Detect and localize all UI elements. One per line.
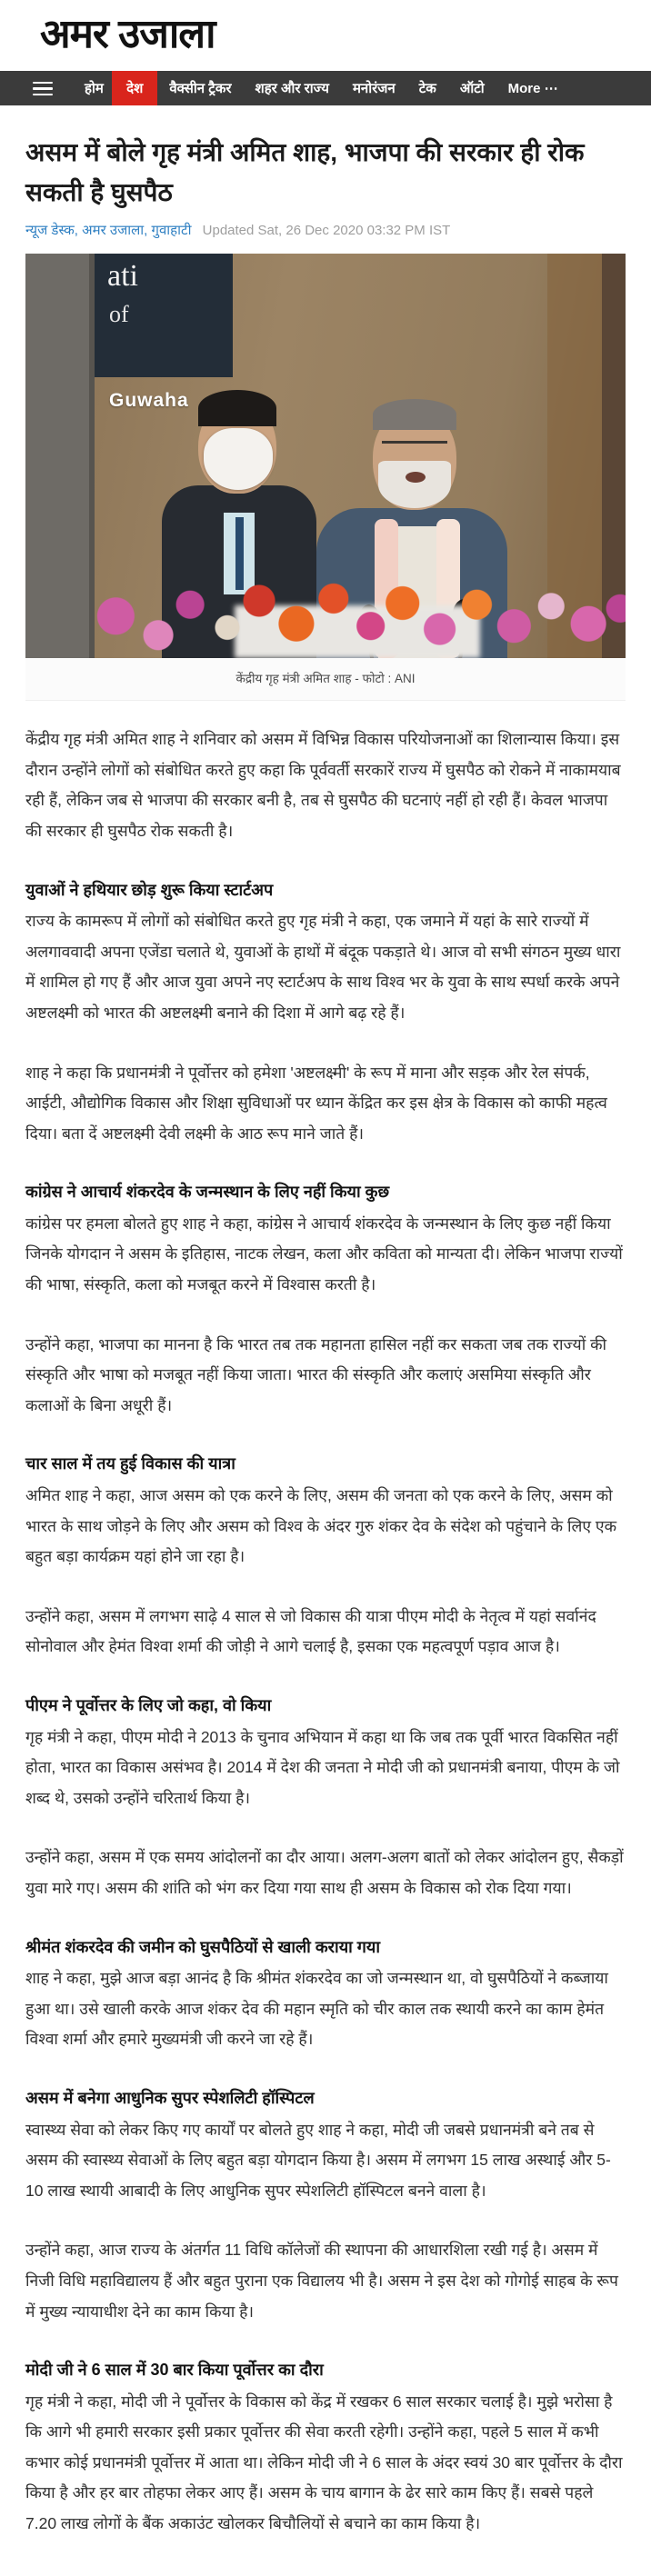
article-paragraph: स्वास्थ्य सेवा को लेकर किए गए कार्यों पर बोलते हुए शाह ने कहा, मोदी जी जबसे प्रधानमंत्री बने तब से असम की स्वास्थ्य सेवाओं के लिए बहुत बड़ा योगदान किया है। असम में लगभग 15 लाख अस्थाई और 5-10 लाख स्थायी आबादी के लिए आधुनिक सुपर स्पेशलिटी हॉस्पिटल बनने वाला है। [25, 2120, 611, 2200]
article-paragraph: उन्होंने कहा, भाजपा का मानना है कि भारत तब तक महानता हासिल नहीं कर सकता जब तक राज्यों की संस्कृति और भाषा को मजबूत नहीं किया जाता। भारत की संस्कृति और कलाएं असमिया संस्कृति और कलाओं के बिना अधूरी हैं। [25, 1334, 607, 1414]
banner-text-fragment: Guwaha [109, 390, 189, 412]
article-paragraph: उन्होंने कहा, आज राज्य के अंतर्गत 11 विधि कॉलेजों की स्थापना की आधारशिला रखी गई है। असम में निजी विधि महाविद्यालय हैं और बहुत पुराना एक विद्यालय भी है। असम ने इस देश को गोगोई साहब के रूप में मुख्य न्यायाधीश देने का काम किया है। [25, 2241, 618, 2321]
article-body [25, 724, 626, 2540]
flower-garland [95, 582, 626, 658]
article-paragraph: गृह मंत्री ने कहा, मोदी जी ने पूर्वोत्तर के विकास को केंद्र में रखकर 6 साल सरकार चलाई है। मुझे भरोसा है कि आगे भी हमारी सरकार इसी प्रकार पूर्वोत्तर की सेवा करती रहेगी। उन्होंने कहा, पहले 5 साल में कभी कभार कोई प्रधानमंत्री पूर्वोत्तर में आता था। लेकिन मोदी जी ने 6 साल के अंदर स्वयं 30 बार पूर्वोत्तर के दौरा किया है और हर बार तोहफा लेकर आए हैं। असम के चाय बागान के ढेर सारे काम किए हैं। सबसे पहले 7.20 लाख लोगों के बैंक अकाउंट खोलकर बिचौलियों से बचाने का काम किया है। [25, 2391, 623, 2533]
glasses-icon [382, 441, 447, 452]
article-headline: असम में बोले गृह मंत्री अमित शाह, भाजपा की सरकार ही रोक सकती है घुसपैठ [25, 138, 585, 206]
amit-shah-hair [373, 399, 456, 430]
hamburger-menu-icon[interactable] [33, 71, 53, 105]
section-heading: मोदी जी ने 6 साल में 30 बार किया पूर्वोत्तर का दौरा [25, 2361, 324, 2380]
article-paragraph: अमित शाह ने कहा, आज असम को एक करने के लिए, असम की जनता को एक करने के लिए, असम को भारत के साथ जोड़ने के लिए और असम को विश्व के अंदर गुरु शंकर देव के संदेश को पहुंचाने के लिए एक बहुत बड़ा कार्यक्रम यहां होने जा रहा है। [25, 1486, 617, 1566]
nav-item-link[interactable]: ऑटो [459, 81, 485, 97]
main-nav [0, 71, 651, 105]
amit-shah-beard [378, 461, 451, 508]
article-paragraph: शाह ने कहा कि प्रधानमंत्री ने पूर्वोत्तर को हमेशा 'अष्टलक्ष्मी' के रूप में माना और सड़क और रेल संपर्क, आईटी, औद्योगिक विकास और शिक्षा सुविधाओं पर ध्यान केंद्रित कर इस क्षेत्र के विकास को काफी महत्व दिया। बता दें अष्टलक्ष्मी देवी लक्ष्मी के आठ रूप माने जाते हैं। [25, 1063, 607, 1143]
aide-hair [198, 390, 276, 426]
nav-items [73, 71, 570, 105]
nav-item-link[interactable]: टेक [418, 81, 436, 97]
article-paragraph: उन्होंने कहा, असम में लगभग साढ़े 4 साल से जो विकास की यात्रा पीएम मोदी के नेतृत्व में यहां सर्वानंद सोनोवाल और हेमंत विश्वा शर्मा की जोड़ी ने आगे चलाई है, इसका एक महत्वपूर्ण पड़ाव आज है। [25, 1606, 596, 1656]
article-photo [25, 254, 626, 658]
article [0, 133, 651, 2539]
article-paragraph: राज्य के कामरूप में लोगों को संबोधित करते हुए गृह मंत्री ने कहा, एक जमाने में यहां के सारे राज्यों में अलगाववादी अपना एजेंडा चलाते थे, युवाओं के हाथों में बंदूक पकड़ाते थे। आज वो सभी संगठन मुख्य धारा में शामिल हो गए हैं और आज युवा अपने नए स्टार्टअप के साथ विश्व भर के युवा के साथ स्पर्धा करके अपने अष्टलक्ष्मी को भारत की अष्टलक्ष्मी बनाने की दिशा में आगे बढ़ रहे हैं। [25, 912, 621, 1022]
article-paragraph: गृह मंत्री ने कहा, पीएम मोदी ने 2013 के चुनाव अभियान में कहा था कि जब तक पूर्वी भारत विकसित नहीं होता, भारत का विकास असंभव है। 2014 में देश की जनता ने मोदी जी को प्रधानमंत्री बनाया, पीएम के जो शब्द थे, उसको उन्होंने चरितार्थ किया है। [25, 1727, 620, 1807]
aide-tie [235, 517, 244, 590]
article-paragraph: उन्होंने कहा, असम में एक समय आंदोलनों का दौर आया। अलग-अलग बातों को लेकर आंदोलन हुए, सैकड़ों युवा मारे गए। असम की शांति को भंग कर दिया गया साथ ही असम के विकास को रोक दिया गया। [25, 1848, 624, 1897]
section-heading: युवाओं ने हथियार छोड़ शुरू किया स्टार्टअप [25, 880, 274, 899]
nav-item-link[interactable]: More ⋯ [507, 81, 558, 97]
article-paragraph: शाह ने कहा, मुझे आज बड़ा आनंद है कि श्रीमंत शंकरदेव का जो जन्मस्थान था, वो घुसपैठियों ने कब्जाया हुआ था। उसे खाली करके आज शंकर देव की महान स्मृति को चीर काल तक स्थायी करने का काम हेमंत विश्वा शर्मा और हमारे मुख्यमंत्री जी करने जा रहे हैं। [25, 1969, 608, 2049]
amar-ujala-logo[interactable]: अमर उजाला [40, 12, 215, 56]
section-heading: पीएम ने पूर्वोत्तर के लिए जो कहा, वो किया [25, 1696, 272, 1715]
byline-row [25, 221, 626, 239]
section-heading: असम में बनेगा आधुनिक सुपर स्पेशलिटी हॉस्पिटल [25, 2088, 315, 2107]
banner-text-fragment: ati [107, 259, 138, 294]
byline-link[interactable]: न्यूज डेस्क, अमर उजाला, गुवाहाटी [25, 223, 192, 239]
article-paragraph: कांग्रेस पर हमला बोलते हुए शाह ने कहा, कांग्रेस ने आचार्य शंकरदेव के जन्मस्थान के लिए कुछ नहीं किया जिनके योगदान ने असम के इतिहास, नाटक लेखन, कला और कविता को मान्यता दी। लेकिन भाजपा राज्यों की भाषा, संस्कृति, कला को मजबूत करने में विश्वास करती है। [25, 1213, 623, 1294]
article-paragraph: केंद्रीय गृह मंत्री अमित शाह ने शनिवार को असम में विभिन्न विकास परियोजनाओं का शिलान्यास किया। इस दौरान उन्होंने लोगों को संबोधित करते हुए कहा कि पूर्ववर्ती सरकारें राज्य में घुसपैठ को रोकने में नाकामयाब रही हैं, लेकिन जब से भाजपा की सरकार बनी है, तब से घुसपैठ की घटनाएं नहीं हो रही हैं। केवल भाजपा की सरकार ही घुसपैठ रोक सकती है। [25, 730, 621, 840]
face-mask [204, 428, 273, 490]
nav-item-link[interactable]: शहर और राज्य [255, 81, 329, 97]
section-heading: श्रीमंत शंकरदेव की जमीन को घुसपैठियों से खाली कराया गया [25, 1937, 381, 1956]
nav-item-link[interactable]: वैक्सीन ट्रैकर [169, 81, 232, 97]
updated-timestamp: Updated Sat, 26 Dec 2020 03:32 PM IST [202, 223, 451, 239]
section-heading: कांग्रेस ने आचार्य शंकरदेव के जन्मस्थान के लिए नहीं किया कुछ [25, 1183, 390, 1202]
section-heading: चार साल में तय हुई विकास की यात्रा [25, 1454, 235, 1473]
nav-item-active[interactable]: देश [112, 71, 157, 105]
photo-caption: केंद्रीय गृह मंत्री अमित शाह - फोटो : ANI [25, 658, 626, 701]
photo-left-strip [25, 254, 95, 658]
banner-text-fragment: of [109, 301, 129, 328]
photo-banner [95, 254, 233, 377]
nav-item-link[interactable]: होम [85, 81, 104, 97]
masthead [0, 0, 651, 71]
article-figure [25, 254, 626, 701]
nav-item-link[interactable]: मनोरंजन [352, 81, 396, 97]
